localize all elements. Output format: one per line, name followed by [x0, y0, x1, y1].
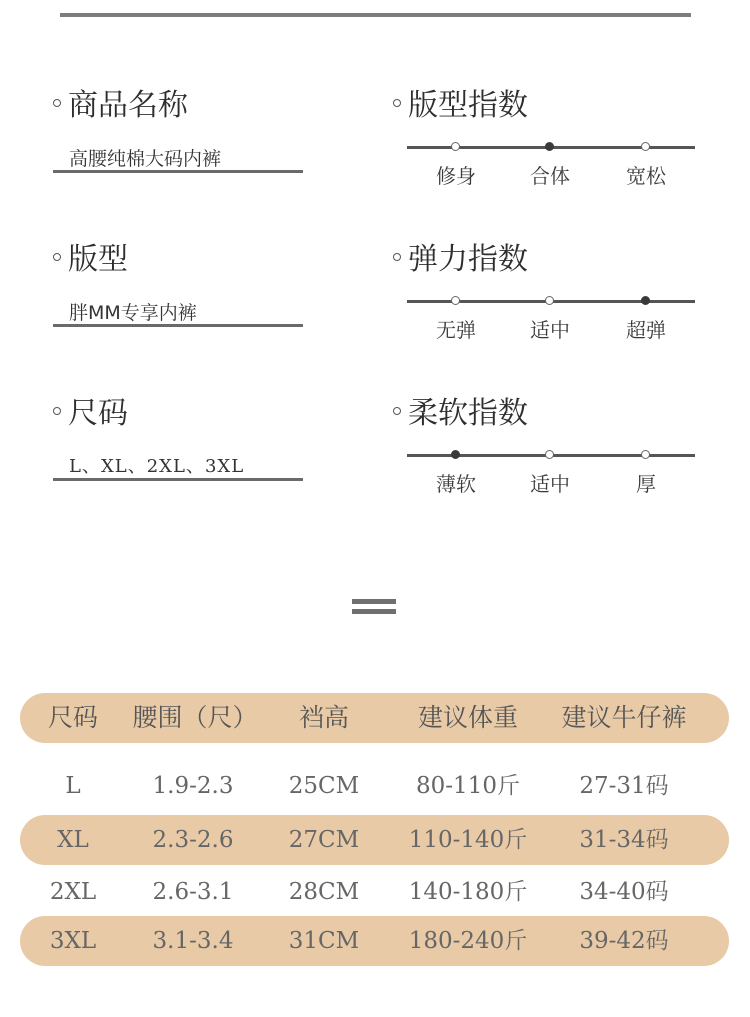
table-cell: 2.6-3.1 — [152, 879, 234, 905]
table-row — [20, 761, 729, 811]
table-header-cell: 建议体重 — [417, 703, 519, 732]
field-underline — [53, 170, 303, 173]
scale-dot — [545, 296, 554, 305]
bullet-icon — [393, 253, 401, 261]
table-row — [20, 916, 729, 966]
scale-dot — [451, 296, 460, 305]
table-cell: 140-180斤 — [408, 879, 528, 905]
scale-label: 适中 — [530, 318, 570, 342]
bullet-icon — [393, 99, 401, 107]
table-header-cell: 建议牛仔裤 — [561, 703, 687, 732]
table-cell: 110-140斤 — [408, 827, 528, 853]
double-bar-divider-icon — [352, 599, 396, 619]
scale-label: 无弹 — [436, 318, 476, 342]
top-rule — [60, 13, 691, 17]
table-cell: 180-240斤 — [408, 928, 528, 954]
scale-label: 超弹 — [626, 318, 666, 342]
table-cell: 27CM — [288, 827, 360, 853]
bullet-icon — [53, 407, 61, 415]
scale-title: 柔软指数 — [408, 396, 528, 431]
table-cell: XL — [57, 827, 89, 853]
field-underline — [53, 478, 303, 481]
table-cell: 39-42码 — [579, 928, 669, 954]
table-row — [20, 815, 729, 865]
scale-title: 弹力指数 — [408, 242, 528, 277]
scale-label: 修身 — [436, 164, 476, 188]
scale-label: 宽松 — [626, 164, 666, 188]
table-header-cell: 腰围（尺） — [132, 703, 258, 732]
field-title: 尺码 — [68, 396, 128, 431]
table-cell: 27-31码 — [579, 773, 669, 799]
bullet-icon — [53, 253, 61, 261]
scale-dot — [451, 142, 460, 151]
scale-label: 合体 — [530, 164, 570, 188]
table-row — [20, 867, 729, 917]
table-cell: 3XL — [49, 928, 97, 954]
scale-title: 版型指数 — [408, 88, 528, 123]
table-cell: 28CM — [288, 879, 360, 905]
scale-dot — [545, 450, 554, 459]
bullet-icon — [53, 99, 61, 107]
table-header-row — [20, 693, 729, 743]
field-value: 高腰纯棉大码内裤 — [69, 148, 222, 170]
table-cell: 3.1-3.4 — [152, 928, 234, 954]
field-value: 胖MM专享内裤 — [69, 302, 197, 324]
table-header-cell: 裆高 — [298, 703, 350, 732]
table-cell: 25CM — [288, 773, 360, 799]
table-cell: 1.9-2.3 — [152, 773, 234, 799]
table-cell: L — [65, 773, 81, 799]
table-cell: 31-34码 — [579, 827, 669, 853]
table-cell: 2.3-2.6 — [152, 827, 234, 853]
bullet-icon — [393, 407, 401, 415]
field-title: 商品名称 — [68, 88, 188, 123]
scale-dot — [641, 142, 650, 151]
scale-label: 厚 — [636, 472, 656, 496]
table-cell: 34-40码 — [579, 879, 669, 905]
table-cell: 2XL — [49, 879, 97, 905]
scale-dot-selected — [451, 450, 460, 459]
table-cell: 80-110斤 — [416, 773, 520, 799]
scale-dot — [641, 450, 650, 459]
scale-label: 适中 — [530, 472, 570, 496]
field-value: L、XL、2XL、3XL — [69, 456, 245, 477]
scale-dot-selected — [545, 142, 554, 151]
field-underline — [53, 324, 303, 327]
field-title: 版型 — [68, 242, 128, 277]
scale-label: 薄软 — [436, 472, 476, 496]
scale-dot-selected — [641, 296, 650, 305]
table-header-cell: 尺码 — [47, 703, 99, 732]
table-cell: 31CM — [288, 928, 360, 954]
